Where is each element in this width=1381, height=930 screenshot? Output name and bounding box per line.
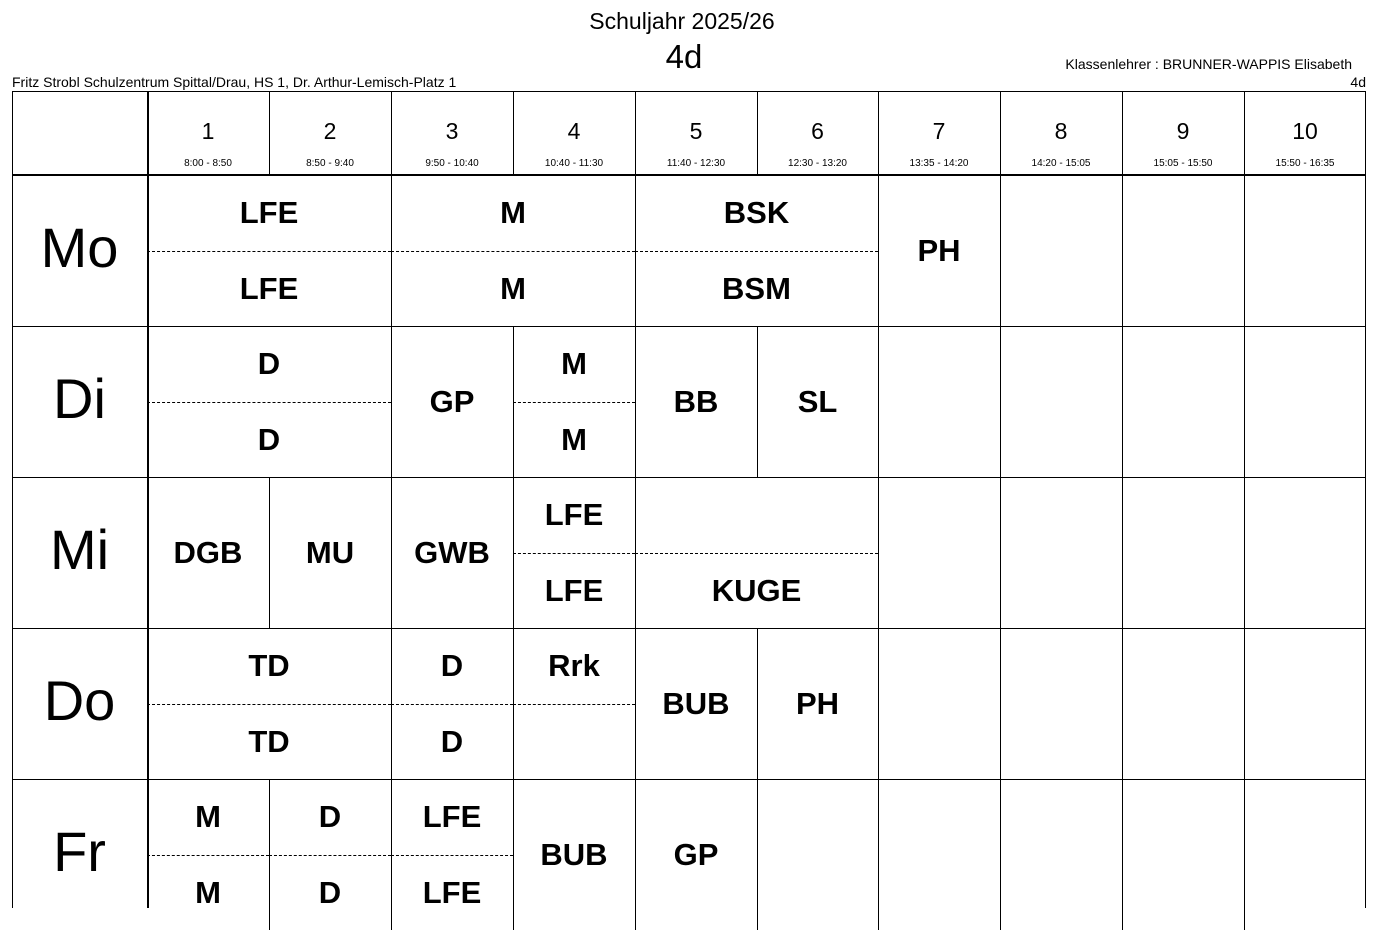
lesson-subject: M xyxy=(500,195,526,230)
lesson-subject: BSK xyxy=(723,195,790,230)
period-number: 4 xyxy=(567,118,581,144)
period-number: 8 xyxy=(1054,118,1068,144)
period-time: 15:50 - 16:35 xyxy=(1275,158,1335,169)
lesson-subject: D xyxy=(257,346,281,381)
lesson-subject: TD xyxy=(248,648,290,683)
day-label: Mo xyxy=(40,216,119,279)
period-number: 6 xyxy=(811,118,824,144)
lesson-subject: GWB xyxy=(414,534,490,570)
lesson-subject: D xyxy=(257,421,281,457)
school-year-title: Schuljahr 2025/26 xyxy=(589,8,775,34)
class-title: 4d xyxy=(665,38,703,75)
lesson-subject: D xyxy=(440,723,464,759)
lesson-subject: M xyxy=(195,799,221,834)
school-address: Fritz Strobl Schulzentrum Spittal/Drau, HS 1, Dr. Arthur-Lemisch-Platz 1 xyxy=(12,74,457,90)
lesson-subject: GP xyxy=(673,836,719,872)
lesson-subject: MU xyxy=(305,534,355,570)
period-number: 10 xyxy=(1292,118,1318,144)
day-label: Mi xyxy=(49,518,110,581)
period-cell-border xyxy=(1122,477,1123,628)
period-time: 13:35 - 14:20 xyxy=(909,158,969,169)
lesson-subject: BSM xyxy=(722,270,791,306)
period-time: 11:40 - 12:30 xyxy=(666,158,726,169)
class-code: 4d xyxy=(1350,74,1366,90)
period-time: 9:50 - 10:40 xyxy=(425,158,479,169)
period-cell-border xyxy=(1000,477,1001,628)
lesson-subject: BUB xyxy=(662,685,730,721)
half-divider xyxy=(513,704,635,705)
period-cell-border xyxy=(1244,326,1245,477)
lesson-subject: SL xyxy=(797,383,838,419)
table-left-border xyxy=(12,91,13,908)
lesson-subject: KUGE xyxy=(711,572,802,608)
period-number: 5 xyxy=(689,118,703,144)
lesson-subject: DGB xyxy=(173,534,243,570)
period-cell-border xyxy=(1000,779,1001,930)
period-cell-border xyxy=(1244,628,1245,779)
lesson-subject: D xyxy=(318,799,342,834)
lesson-subject: PH xyxy=(917,232,961,268)
period-number: 9 xyxy=(1176,118,1190,144)
lesson-subject: LFE xyxy=(544,572,604,608)
lesson-subject: LFE xyxy=(544,497,604,532)
lesson-subject: M xyxy=(561,421,587,457)
period-time: 15:05 - 15:50 xyxy=(1153,158,1213,169)
table-top-border xyxy=(12,91,1366,92)
lesson-subject: M xyxy=(561,346,587,381)
lesson-subject: LFE xyxy=(239,270,299,306)
period-cell-border xyxy=(878,326,879,477)
lesson-subject: LFE xyxy=(239,195,299,230)
period-time: 8:00 - 8:50 xyxy=(184,158,232,169)
period-time: 8:50 - 9:40 xyxy=(306,158,354,169)
period-cell-border xyxy=(757,779,758,930)
period-cell-border xyxy=(1122,326,1123,477)
period-number: 1 xyxy=(201,118,215,144)
period-cell-border xyxy=(878,628,879,779)
table-right-border xyxy=(1365,91,1366,908)
period-number: 2 xyxy=(323,118,337,144)
lesson-subject: LFE xyxy=(422,799,482,834)
lesson-subject: D xyxy=(318,874,342,910)
lesson-subject: GP xyxy=(429,383,475,419)
period-cell-border xyxy=(1000,326,1001,477)
class-teacher: Klassenlehrer : BRUNNER-WAPPIS Elisabeth xyxy=(1065,56,1352,72)
period-time: 12:30 - 13:20 xyxy=(788,158,847,169)
period-cell-border xyxy=(1244,175,1245,326)
period-cell-border xyxy=(1244,779,1245,930)
lesson-subject: Rrk xyxy=(548,648,600,683)
period-cell-border xyxy=(1122,175,1123,326)
lesson-subject: TD xyxy=(248,723,290,759)
lesson-subject: BUB xyxy=(540,836,608,872)
period-cell-border xyxy=(1000,175,1001,326)
period-time: 14:20 - 15:05 xyxy=(1031,158,1091,169)
period-time: 10:40 - 11:30 xyxy=(544,158,604,169)
lesson-subject: LFE xyxy=(422,874,482,910)
lesson-subject: M xyxy=(500,270,526,306)
lesson-subject: BB xyxy=(673,383,719,419)
period-cell-border xyxy=(1244,477,1245,628)
period-cell-border xyxy=(1122,779,1123,930)
lesson-subject: PH xyxy=(795,685,840,721)
lesson-subject: D xyxy=(440,648,464,683)
period-cell-border xyxy=(1000,628,1001,779)
day-label: Di xyxy=(53,367,106,430)
day-label: Fr xyxy=(53,820,106,883)
period-number: 7 xyxy=(932,118,946,144)
period-cell-border xyxy=(1122,628,1123,779)
period-cell-border xyxy=(878,779,879,930)
day-label: Do xyxy=(43,669,116,732)
period-cell-border xyxy=(878,477,879,628)
lesson-subject: M xyxy=(195,874,221,910)
period-number: 3 xyxy=(445,118,459,144)
